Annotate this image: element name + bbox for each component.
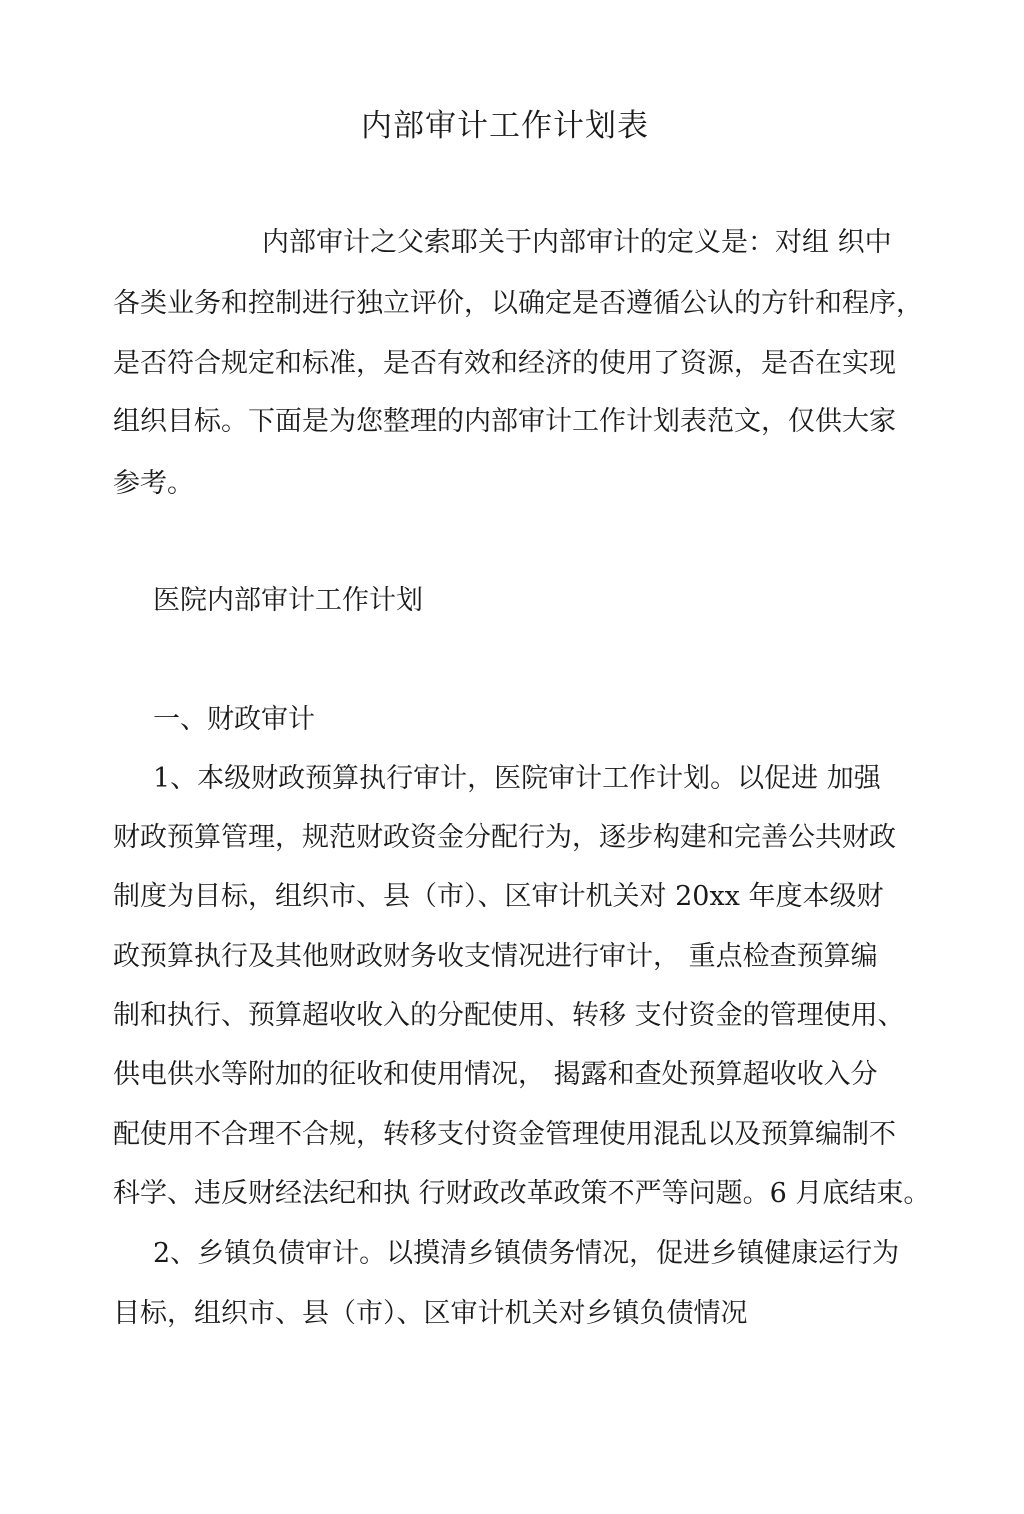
item2-line: 目标，组织市、县（市）、区审计机关对乡镇负债情况 xyxy=(113,1298,748,1329)
item1-line: 制和执行、预算超收收入的分配使用、转移 支付资金的管理使用、 xyxy=(113,1000,905,1031)
document-title: 内部审计工作计划表 xyxy=(361,108,649,144)
item1-line: 1、本级财政预算执行审计，医院审计工作计划。以促进 加强 xyxy=(153,763,881,794)
intro-line: 组织目标。下面是为您整理的内部审计工作计划表范文，仅供大家 xyxy=(113,406,896,437)
item1-line: 科学、违反财经法纪和执 行财政改革政策不严等问题。6 月底结束。 xyxy=(113,1178,931,1209)
intro-line: 参考。 xyxy=(113,468,194,499)
item1-line: 政预算执行及其他财政财务收支情况进行审计， 重点检查预算编 xyxy=(113,941,878,972)
item2-line: 2、乡镇负债审计。以摸清乡镇债务情况，促进乡镇健康运行为 xyxy=(153,1238,900,1269)
item1-line: 配使用不合理不合规，转移支付资金管理使用混乱以及预算编制不 xyxy=(113,1119,896,1150)
item1-line: 财政预算管理，规范财政资金分配行为，逐步构建和完善公共财政 xyxy=(113,822,896,853)
section-heading: 一、财政审计 xyxy=(153,704,315,735)
intro-line: 是否符合规定和标准，是否有效和经济的使用了资源，是否在实现 xyxy=(113,348,896,379)
document-subtitle: 医院内部审计工作计划 xyxy=(153,585,423,616)
item1-line: 供电供水等附加的征收和使用情况， 揭露和查处预算超收收入分 xyxy=(113,1059,878,1090)
item1-line: 制度为目标，组织市、县（市）、区审计机关对 20xx 年度本级财 xyxy=(113,881,884,912)
intro-line: 内部审计之父索耶关于内部审计的定义是：对组 织中 xyxy=(262,227,892,258)
intro-line: 各类业务和控制进行独立评价，以确定是否遵循公认的方针和程序， xyxy=(113,288,923,319)
